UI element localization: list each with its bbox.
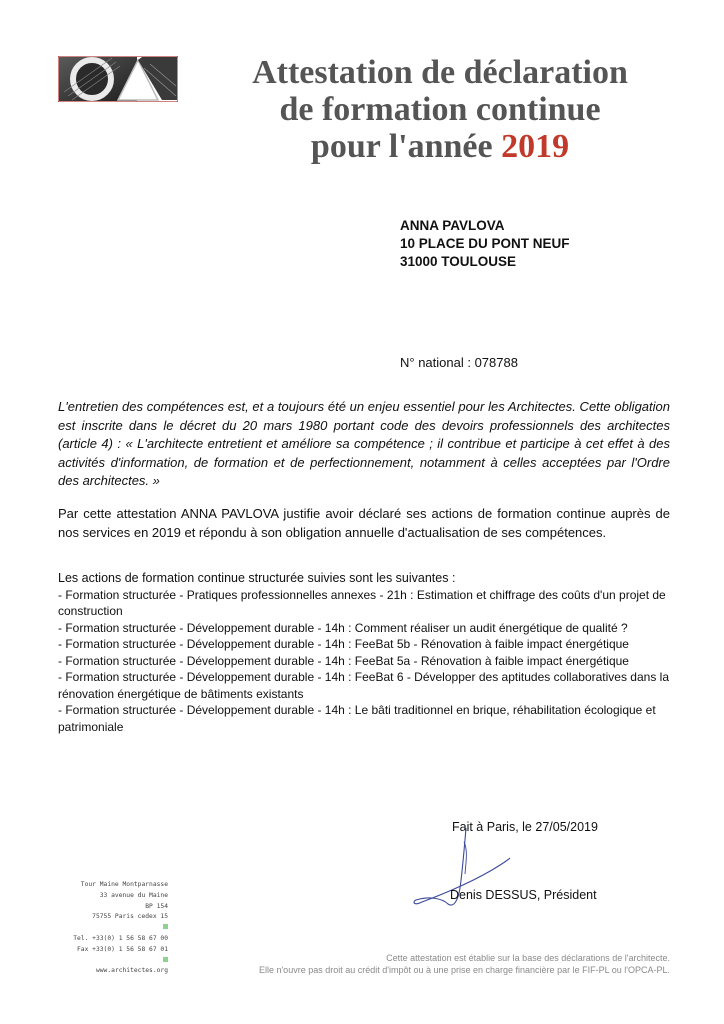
intro-paragraph: L'entretien des compétences est, et a toujours été un enjeu essentiel pour les Architectes. Cette obligation est inscrite dans le décret du 20 mars 1980 portant code des devoirs professionnels des architectes (article 4) : « L'architecte entretient et améliore sa compétence ; il contribue et participe à cet effet à des activités d'information, de formation et de perfectionnement, notamment à celles acceptées par l'Ordre des architectes. » — [58, 399, 670, 488]
square-icon — [163, 924, 168, 929]
signature-icon — [408, 822, 528, 918]
address-line-2: 33 avenue du Maine — [99, 891, 168, 899]
recipient-street: 10 PLACE DU PONT NEUF — [400, 236, 570, 251]
list-item: - Formation structurée - Développement durable - 14h : FeeBat 5b - Rénovation à faible impact énergétique — [58, 637, 629, 651]
list-item: - Formation structurée - Développement durable - 14h : FeeBat 5a - Rénovation à faible impact énergétique — [58, 653, 629, 668]
attestation-paragraph: Par cette attestation ANNA PAVLOVA justifie avoir déclaré ses actions de formation continue auprès de nos services en 2019 et répondu à son obligation annuelle d'actualisation de ses compétences. — [58, 506, 670, 540]
title-line-3-prefix: pour l'année — [310, 128, 502, 165]
recipient-city: 31000 TOULOUSE — [400, 254, 517, 269]
list-item: - Formation structurée - Développement durable - 14h : Comment réaliser un audit énergétique de qualité ? — [58, 620, 628, 635]
square-icon — [163, 957, 168, 962]
footnote-line-1: Cette attestation est établie sur la base des déclarations de l'architecte. — [386, 953, 670, 963]
footnote — [190, 952, 670, 976]
ordre-architectes-logo-icon — [58, 56, 178, 102]
signatory: Denis DESSUS, Président — [450, 888, 597, 902]
national-number: N° national : 078788 — [400, 355, 518, 370]
list-item: - Formation structurée - Développement durable - 14h : FeeBat 6 - Développer des aptitudes collaboratives dans la rénovation énergétique de bâtiments existants — [58, 670, 669, 701]
document-title — [190, 54, 690, 165]
organisation-address — [58, 880, 168, 977]
actions-list — [58, 587, 670, 736]
footnote-line-2: Elle n'ouvre pas droit au crédit d'impôt ou à une prise en charge financière par le FIF-PL ou l'OPCA-PL. — [258, 965, 670, 975]
title-line-3 — [190, 128, 690, 165]
actions-lead: Les actions de formation continue structurée suivies sont les suivantes : — [58, 571, 456, 585]
recipient-name: ANNA PAVLOVA — [400, 218, 505, 233]
title-year: 2019 — [501, 128, 570, 165]
list-item: - Formation structurée - Pratiques professionnelles annexes - 21h : Estimation et chiffrage des coûts d'un projet de construction — [58, 587, 666, 618]
title-line-1: Attestation de déclaration — [252, 54, 628, 91]
address-line-1: Tour Maine Montparnasse — [80, 881, 168, 888]
address-tel: Tel. +33(0) 1 56 58 67 00 — [73, 934, 168, 942]
training-actions — [58, 570, 670, 735]
address-line-4: 75755 Paris cedex 15 — [92, 913, 168, 921]
website-link[interactable]: www.architectes.org — [95, 967, 168, 975]
recipient-address — [400, 217, 570, 271]
title-line-2: de formation continue — [279, 91, 601, 128]
address-fax: Fax +33(0) 1 56 58 67 01 — [77, 945, 168, 953]
address-line-3: BP 154 — [145, 902, 168, 910]
list-item: - Formation structurée - Développement durable - 14h : Le bâti traditionnel en brique, réhabilitation écologique et patrimoniale — [58, 703, 656, 734]
place-date: Fait à Paris, le 27/05/2019 — [452, 820, 598, 834]
